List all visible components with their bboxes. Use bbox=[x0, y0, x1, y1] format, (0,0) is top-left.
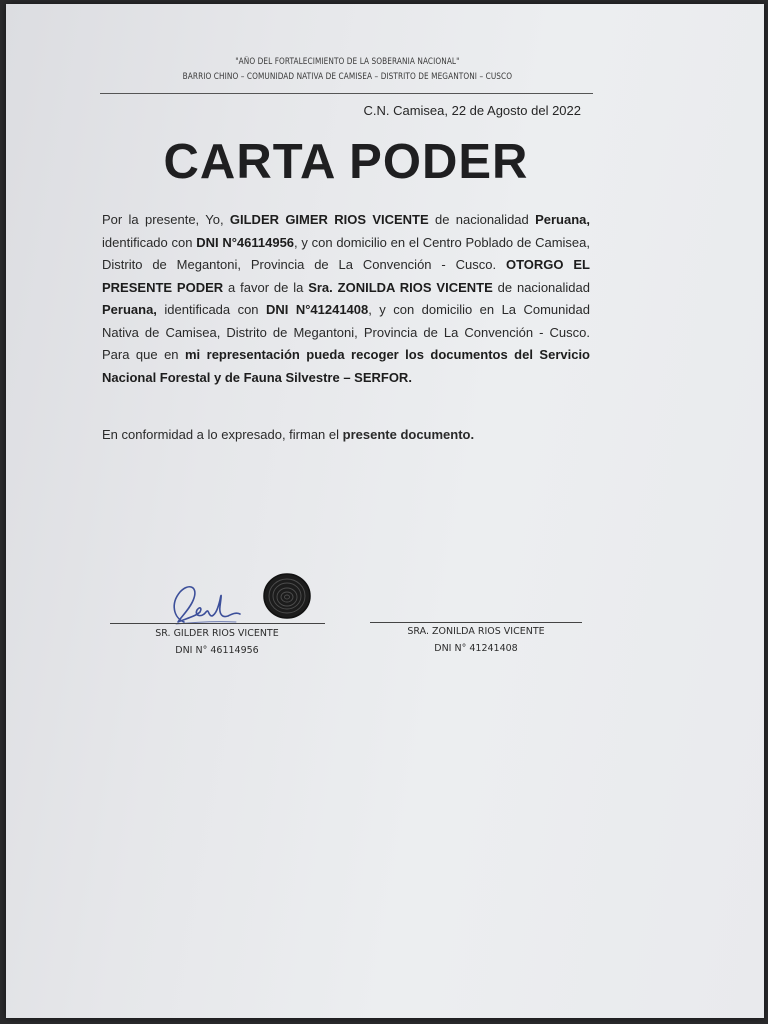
community-line: BARRIO CHINO – COMUNIDAD NATIVA DE CAMISEA – DISTRITO DE MEGANTONI – CUSCO bbox=[182, 71, 513, 82]
grantor-name: GILDER GIMER RIOS VICENTE bbox=[229, 212, 429, 227]
grantor-signature-name: SR. GILDER RIOS VICENTE bbox=[155, 628, 279, 639]
nationality: Peruana, bbox=[535, 212, 590, 227]
signature-line-grantee bbox=[370, 622, 582, 623]
body-text-segment: identificado con bbox=[102, 234, 197, 250]
date-line: C.N. Camisea, 22 de Agosto del 2022 bbox=[363, 103, 581, 118]
document-page bbox=[6, 4, 764, 1018]
grant-clause: OTORGO EL PRESENTE PODER bbox=[102, 257, 590, 295]
nationality: Peruana, bbox=[102, 302, 157, 317]
body-text-segment: identificada con bbox=[156, 302, 266, 317]
body-text-segment: de nacionalidad bbox=[428, 212, 536, 227]
body-text-segment: , y con domicilio en La Comunidad Nativa de Camisea, Distrito de Megantoni, Provincia de La Convención - Cusco. Para que en bbox=[102, 302, 590, 362]
grantee-signature-name: SRA. ZONILDA RIOS VICENTE bbox=[407, 626, 545, 637]
fingerprint-icon bbox=[262, 572, 312, 620]
body-text-segment: a favor de la bbox=[223, 279, 309, 295]
grantee-dni: DNI N°41241408 bbox=[265, 302, 369, 317]
grantee-name: Sra. ZONILDA RIOS VICENTE bbox=[308, 279, 493, 295]
body-paragraph bbox=[102, 209, 590, 389]
body-text-segment: , y con domicilio en el Centro Poblado de Camisea, Distrito de Megantoni, Provincia de La Convención - Cusco. bbox=[102, 234, 590, 272]
motto-line: "AÑO DEL FORTALECIMIENTO DE LA SOBERANIA NACIONAL" bbox=[235, 56, 460, 67]
signature-line-grantor bbox=[110, 623, 325, 624]
closing-text: En conformidad a lo expresado, firman el bbox=[102, 427, 343, 442]
grantee-signature-dni: DNI N° 41241408 bbox=[434, 643, 518, 654]
header-divider bbox=[100, 93, 593, 94]
purpose-clause: mi representación pueda recoger los documentos del Servicio Nacional Forestal y de Fauna Silvestre – SERFOR. bbox=[102, 347, 591, 385]
grantor-signature-dni: DNI N° 46114956 bbox=[175, 645, 259, 656]
body-text-segment: Por la presente, Yo, bbox=[102, 212, 230, 227]
body-text-segment: de nacionalidad bbox=[492, 279, 590, 295]
page-title: CARTA PODER bbox=[163, 135, 529, 189]
closing-sentence bbox=[102, 424, 590, 446]
closing-bold: presente documento. bbox=[342, 427, 475, 442]
grantor-dni: DNI N°46114956 bbox=[196, 234, 295, 250]
